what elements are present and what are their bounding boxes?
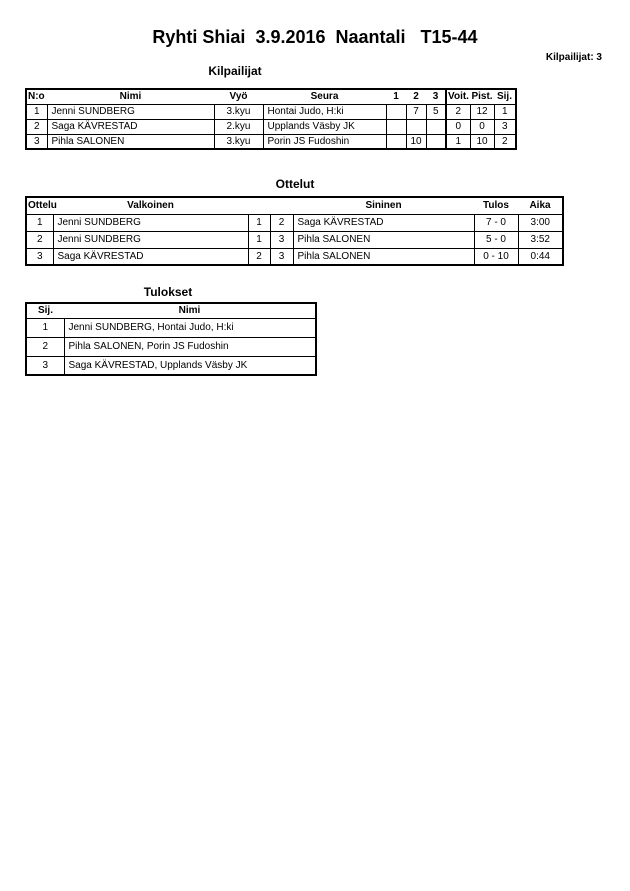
cell-match1: [386, 104, 406, 119]
col-header-sij: Sij.: [494, 89, 516, 104]
col-header-tulos: Tulos: [474, 197, 518, 214]
cell-match-no: 2: [26, 231, 53, 248]
cell-time: 0:44: [518, 248, 563, 265]
cell-match-no: 1: [26, 214, 53, 231]
cell-white-no: 1: [248, 231, 270, 248]
col-header-nimi: Nimi: [47, 89, 214, 104]
cell-match3: [426, 119, 446, 134]
result-row: [26, 356, 316, 375]
cell-blue-name: Saga KÄVRESTAD: [293, 214, 474, 231]
cell-match2: 10: [406, 134, 426, 149]
col-header-match3: 3: [426, 89, 446, 104]
cell-pist: 10: [470, 134, 494, 149]
cell-result: 7 - 0: [474, 214, 518, 231]
cell-name-club: Saga KÄVRESTAD, Upplands Väsby JK: [64, 356, 316, 375]
cell-vyo: 3.kyu: [214, 134, 263, 149]
cell-nimi: Saga KÄVRESTAD: [47, 119, 214, 134]
cell-white-name: Saga KÄVRESTAD: [53, 248, 248, 265]
cell-no: 3: [26, 134, 47, 149]
cell-match2: [406, 119, 426, 134]
cell-voit: 0: [446, 119, 470, 134]
cell-vyo: 2.kyu: [214, 119, 263, 134]
tulokset-section-heading: Tulokset: [143, 285, 193, 299]
cell-seura: Upplands Väsby JK: [263, 119, 386, 134]
cell-blue-name: Pihla SALONEN: [293, 231, 474, 248]
competitor-row: [26, 134, 516, 149]
col-header-pist: Pist.: [470, 89, 494, 104]
col-header-valkoinen: Valkoinen: [53, 197, 248, 214]
cell-nimi: Jenni SUNDBERG: [47, 104, 214, 119]
cell-pist: 0: [470, 119, 494, 134]
cell-rank: 2: [26, 337, 64, 356]
ottelut-section-heading: Ottelut: [275, 177, 315, 191]
col-header-no: N:o: [26, 89, 47, 104]
match-row: [26, 248, 563, 265]
cell-blue-no: 3: [270, 248, 293, 265]
tulokset-header-row: [26, 303, 316, 318]
cell-white-no: 1: [248, 214, 270, 231]
cell-blue-no: 2: [270, 214, 293, 231]
cell-voit: 2: [446, 104, 470, 119]
cell-sij: 2: [494, 134, 516, 149]
col-header-valkoinen-no: [248, 197, 270, 214]
col-header-match1: 1: [386, 89, 406, 104]
cell-pist: 12: [470, 104, 494, 119]
cell-match-no: 3: [26, 248, 53, 265]
cell-sij: 3: [494, 119, 516, 134]
col-header-match2: 2: [406, 89, 426, 104]
col-header-sininen: Sininen: [293, 197, 474, 214]
cell-match3: 5: [426, 104, 446, 119]
cell-vyo: 3.kyu: [214, 104, 263, 119]
match-row: [26, 214, 563, 231]
cell-match1: [386, 119, 406, 134]
cell-voit: 1: [446, 134, 470, 149]
cell-rank: 3: [26, 356, 64, 375]
cell-match3: [426, 134, 446, 149]
cell-match2: 7: [406, 104, 426, 119]
cell-result: 0 - 10: [474, 248, 518, 265]
cell-name-club: Pihla SALONEN, Porin JS Fudoshin: [64, 337, 316, 356]
competitor-row: [26, 104, 516, 119]
cell-no: 2: [26, 119, 47, 134]
cell-white-no: 2: [248, 248, 270, 265]
competitor-count-label: Kilpailijat: 3: [545, 52, 602, 63]
col-header-vyo: Vyö: [214, 89, 263, 104]
cell-nimi: Pihla SALONEN: [47, 134, 214, 149]
cell-time: 3:52: [518, 231, 563, 248]
match-row: [26, 231, 563, 248]
cell-white-name: Jenni SUNDBERG: [53, 231, 248, 248]
cell-match1: [386, 134, 406, 149]
col-header-sininen-no: [270, 197, 293, 214]
cell-name-club: Jenni SUNDBERG, Hontai Judo, H:ki: [64, 318, 316, 337]
col-header-nimi: Nimi: [64, 303, 316, 318]
result-row: [26, 318, 316, 337]
cell-white-name: Jenni SUNDBERG: [53, 214, 248, 231]
cell-seura: Hontai Judo, H:ki: [263, 104, 386, 119]
col-header-voit: Voit.: [446, 89, 470, 104]
competitor-row: [26, 119, 516, 134]
ottelut-header-row: [26, 197, 563, 214]
col-header-ottelu: Ottelu: [26, 197, 53, 214]
col-header-sij: Sij.: [26, 303, 64, 318]
col-header-seura: Seura: [263, 89, 386, 104]
kilpailijat-header-row: [26, 89, 516, 104]
cell-rank: 1: [26, 318, 64, 337]
tulokset-table: [25, 302, 317, 376]
cell-no: 1: [26, 104, 47, 119]
cell-sij: 1: [494, 104, 516, 119]
col-header-aika: Aika: [518, 197, 563, 214]
cell-time: 3:00: [518, 214, 563, 231]
cell-seura: Porin JS Fudoshin: [263, 134, 386, 149]
kilpailijat-table: [25, 88, 517, 150]
cell-blue-name: Pihla SALONEN: [293, 248, 474, 265]
cell-blue-no: 3: [270, 231, 293, 248]
page-title: Ryhti Shiai 3.9.2016 Naantali T15-44: [152, 27, 478, 47]
kilpailijat-section-heading: Kilpailijat: [208, 64, 262, 78]
cell-result: 5 - 0: [474, 231, 518, 248]
result-row: [26, 337, 316, 356]
ottelut-table: [25, 196, 564, 266]
